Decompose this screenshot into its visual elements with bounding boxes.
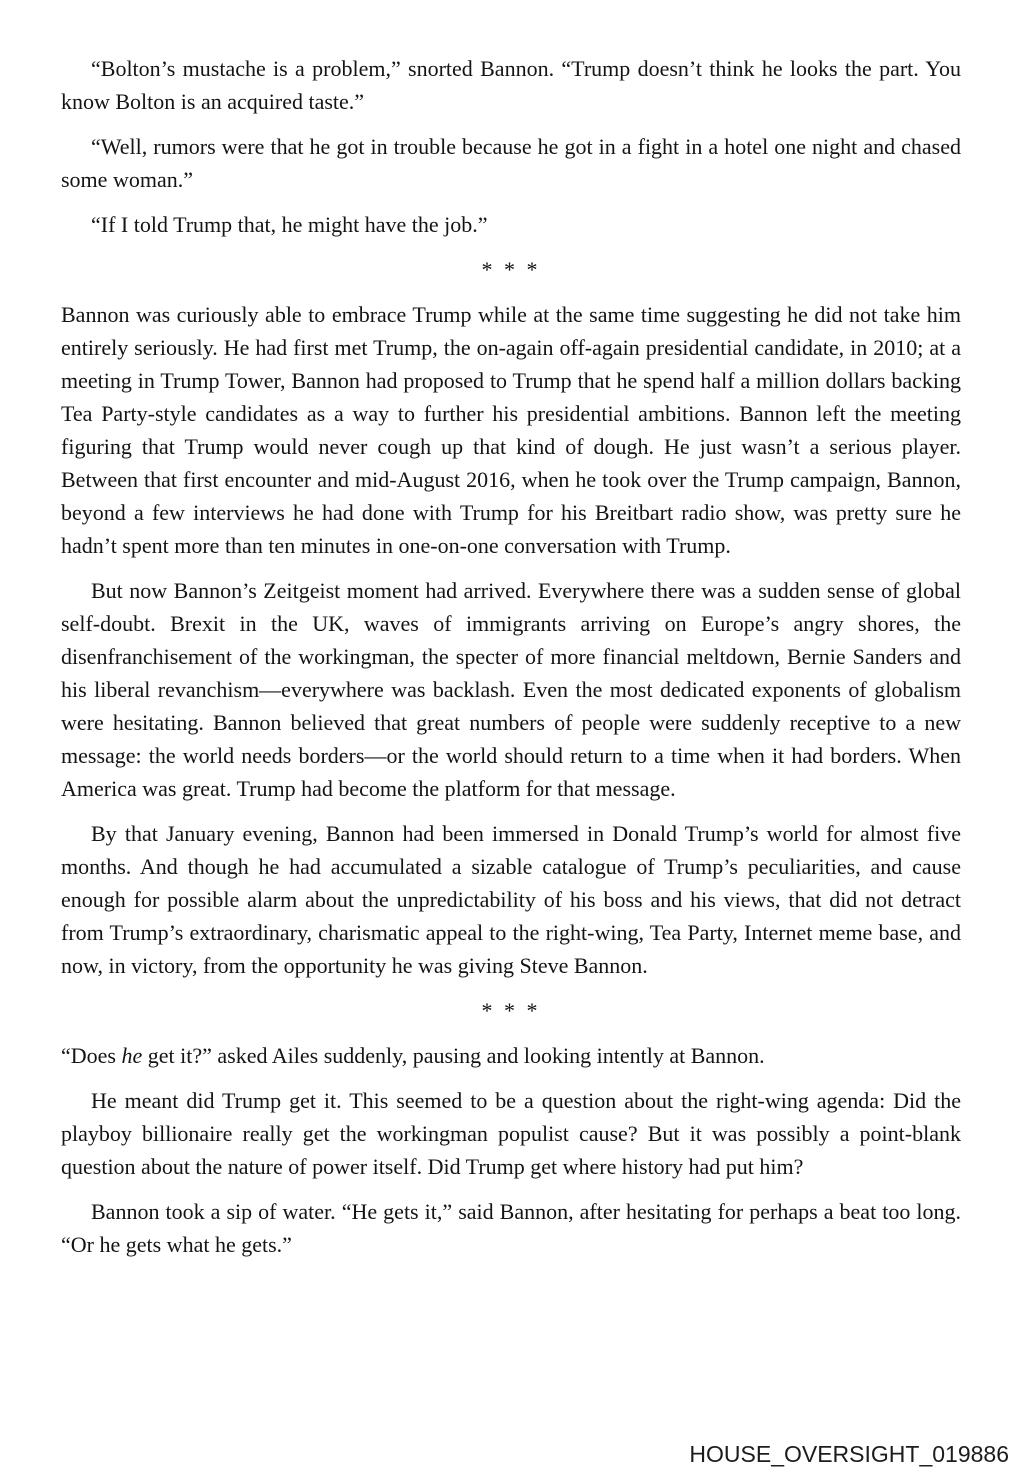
paragraph-he-meant: He meant did Trump get it. This seemed to be a question about the right-wing agenda: Did the playboy billionaire really get the workingman populist cause? But it was possibly a point-blank question about the nature of power itself. Did Trump get where history had put him?	[61, 1088, 961, 1179]
bates-number: HOUSE_OVERSIGHT_019886	[689, 1441, 1009, 1467]
section-separator: * * *	[481, 998, 541, 1023]
quote-prefix: “Does	[61, 1043, 122, 1068]
paragraph-sip-of-water: Bannon took a sip of water. “He gets it,” said Bannon, after hesitating for perhaps a beat too long. “Or he gets what he gets.”	[61, 1199, 961, 1257]
paragraph-hotel-rumor: “Well, rumors were that he got in trouble because he got in a fight in a hotel one night and chased some woman.”	[61, 134, 961, 192]
page-text-block	[61, 52, 961, 1273]
paragraph-told-trump: “If I told Trump that, he might have the job.”	[91, 212, 488, 237]
quote-suffix: get it?” asked Ailes suddenly, pausing and looking intently at Bannon.	[142, 1043, 765, 1068]
paragraph-zeitgeist: But now Bannon’s Zeitgeist moment had arrived. Everywhere there was a sudden sense of global self-doubt. Brexit in the UK, waves of immigrants arriving on Europe’s angry shores, the disenfranchisement of the workingman, the specter of more financial meltdown, Bernie Sanders and his liberal revanchism—everywhere was backlash. Even the most dedicated exponents of globalism were hesitating. Bannon believed that great numbers of people were suddenly receptive to a new message: the world needs borders—or the world should return to a time when it had borders. When America was great. Trump had become the platform for that message.	[61, 578, 961, 801]
paragraph-does-he-get-it	[61, 1039, 961, 1072]
paragraph-bolton-mustache: “Bolton’s mustache is a problem,” snorted Bannon. “Trump doesn’t think he looks the part. You know Bolton is an acquired taste.”	[61, 56, 961, 114]
section-separator: * * *	[481, 257, 541, 282]
paragraph-january-evening: By that January evening, Bannon had been immersed in Donald Trump’s world for almost five months. And though he had accumulated a sizable catalogue of Trump’s peculiarities, and cause enough for possible alarm about the unpredictability of his boss and his views, that did not detract from Trump’s extraordinary, charismatic appeal to the right-wing, Tea Party, Internet meme base, and now, in victory, from the opportunity he was giving Steve Bannon.	[61, 821, 961, 978]
italic-he: he	[121, 1043, 143, 1068]
paragraph-bannon-embrace: Bannon was curiously able to embrace Trump while at the same time suggesting he did not take him entirely seriously. He had first met Trump, the on-again off-again presidential candidate, in 2010; at a meeting in Trump Tower, Bannon had proposed to Trump that he spend half a million dollars backing Tea Party-style candidates as a way to further his presidential ambitions. Bannon left the meeting figuring that Trump would never cough up that kind of dough. He just wasn’t a serious player. Between that first encounter and mid-August 2016, when he took over the Trump campaign, Bannon, beyond a few interviews he had done with Trump for his Breitbart radio show, was pretty sure he hadn’t spent more than ten minutes in one-on-one conversation with Trump.	[61, 302, 961, 558]
